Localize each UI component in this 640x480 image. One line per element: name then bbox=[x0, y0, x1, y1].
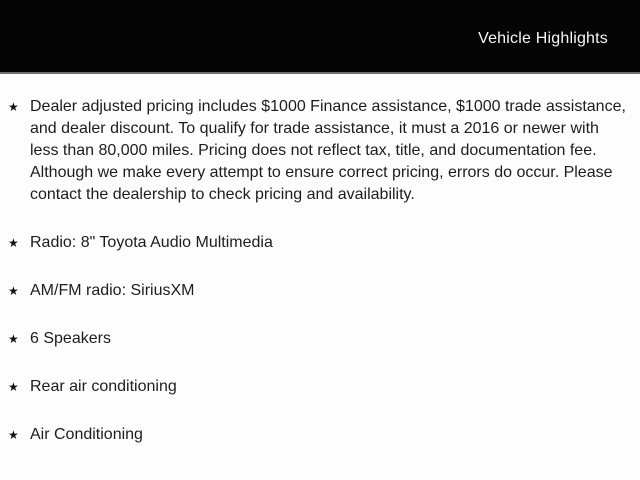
list-item bbox=[8, 424, 626, 446]
list-item bbox=[8, 232, 626, 254]
list-item bbox=[8, 328, 626, 350]
list-item-text: Dealer adjusted pricing includes $1000 Finance assistance, $1000 trade assistance, and dealer discount. To qualify for trade assistance, it must a 2016 or newer with less than 80,000 miles. Pricing does not reflect tax, title, and documentation fee. Although we make every attempt to ensure correct pricing, errors do occur. Please contact the dealership to check pricing and availability. bbox=[30, 98, 626, 203]
header-bar bbox=[0, 0, 640, 74]
star-bullet-icon: ★ bbox=[8, 284, 19, 298]
star-bullet-icon: ★ bbox=[8, 236, 19, 250]
list-item bbox=[8, 280, 626, 302]
list-item-text: Rear air conditioning bbox=[30, 378, 177, 395]
star-bullet-icon: ★ bbox=[8, 332, 19, 346]
page-title: Vehicle Highlights bbox=[478, 30, 608, 47]
star-bullet-icon: ★ bbox=[8, 428, 19, 442]
highlights-list bbox=[8, 96, 626, 446]
list-item-text: AM/FM radio: SiriusXM bbox=[30, 282, 195, 299]
list-item-text: Air Conditioning bbox=[30, 426, 143, 443]
star-bullet-icon: ★ bbox=[8, 380, 19, 394]
list-item bbox=[8, 376, 626, 398]
star-bullet-icon: ★ bbox=[8, 100, 19, 114]
list-item-text: Radio: 8" Toyota Audio Multimedia bbox=[30, 234, 273, 251]
highlights-content bbox=[0, 74, 640, 446]
list-item-text: 6 Speakers bbox=[30, 330, 111, 347]
list-item bbox=[8, 96, 626, 206]
